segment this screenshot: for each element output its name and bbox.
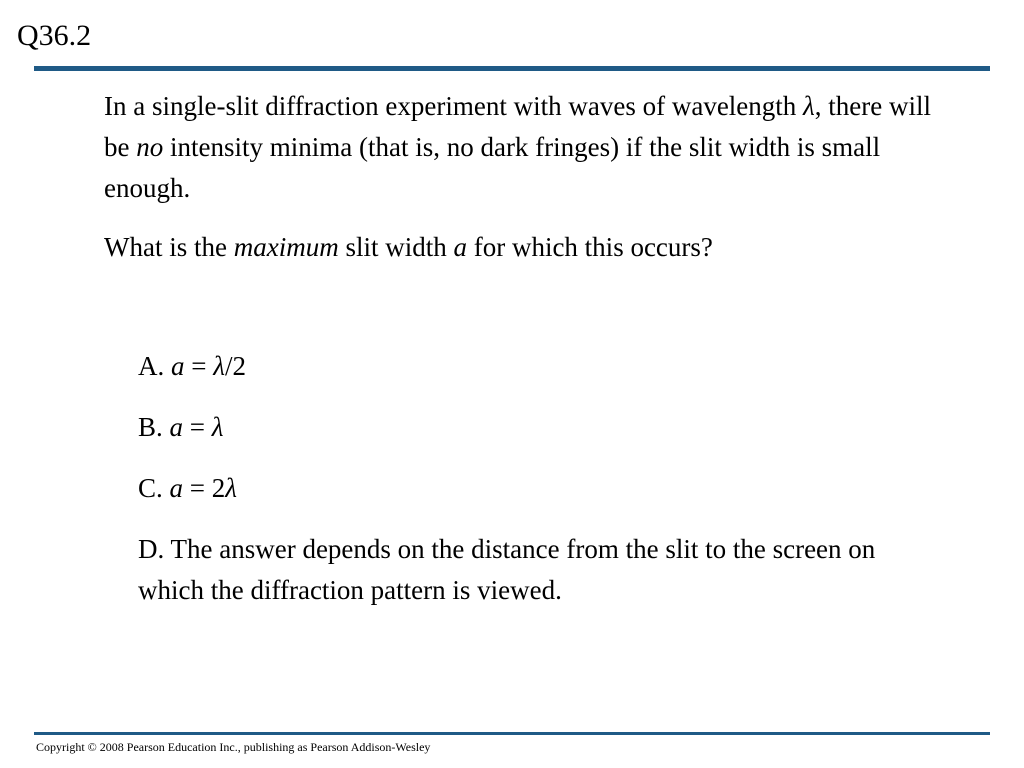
question-text-run: , there will be — [104, 91, 931, 162]
variable-a: a — [169, 473, 184, 503]
footer-divider — [34, 732, 990, 735]
option-letter: C. — [138, 473, 170, 503]
question-text-run: In a single-slit diffraction experiment with waves of wavelength — [104, 91, 804, 121]
option-a[interactable] — [138, 346, 938, 387]
question-text-run: What is the — [104, 232, 234, 262]
question-text-run: for which this occurs? — [466, 232, 713, 262]
equals-sign: = — [184, 351, 214, 381]
equals-sign: = — [183, 473, 212, 503]
lambda-symbol: λ — [213, 351, 225, 381]
emphasis-no: no — [136, 132, 164, 162]
option-letter: B. — [138, 412, 170, 442]
lambda-symbol: λ — [211, 412, 224, 442]
variable-a: a — [169, 412, 184, 442]
option-letter: A. — [138, 351, 171, 381]
equals-sign: = — [183, 412, 212, 442]
question-text — [104, 86, 934, 268]
option-suffix: /2 — [224, 351, 246, 381]
lambda-symbol: λ — [803, 91, 815, 121]
copyright-notice: Copyright © 2008 Pearson Education Inc., publishing as Pearson Addison-Wesley — [36, 740, 431, 754]
option-prefix: 2 — [211, 473, 226, 503]
slide-title: Q36.2 — [17, 19, 92, 52]
question-paragraph-2 — [104, 227, 934, 268]
variable-a: a — [453, 232, 467, 262]
question-text-run: slit width — [338, 232, 454, 262]
title-divider — [34, 66, 990, 71]
option-c[interactable] — [138, 468, 938, 509]
question-text-run: intensity minima (that is, no dark fringes) if the slit width is small enough. — [104, 132, 881, 203]
lambda-symbol: λ — [225, 473, 237, 503]
variable-a: a — [171, 351, 185, 381]
answer-options — [138, 346, 938, 611]
option-d[interactable]: D. The answer depends on the distance from the slit to the screen on which the diffraction pattern is viewed. — [138, 534, 876, 605]
question-paragraph-1 — [104, 86, 934, 209]
emphasis-maximum: maximum — [233, 232, 339, 262]
option-b[interactable] — [138, 407, 938, 448]
